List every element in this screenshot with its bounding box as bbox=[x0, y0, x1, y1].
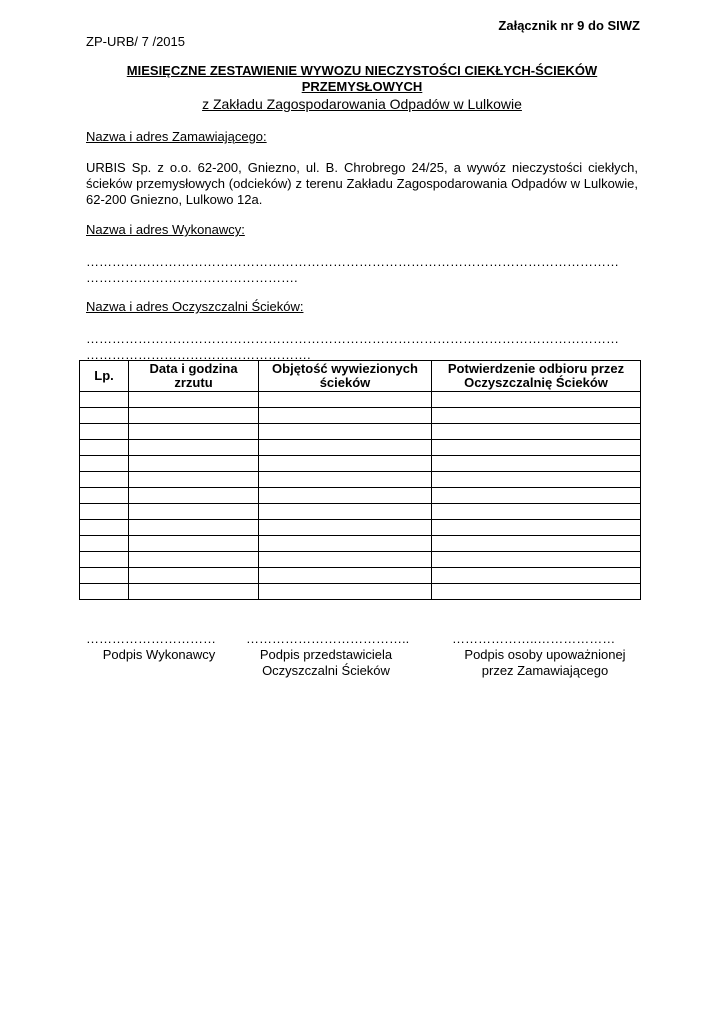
table-row bbox=[80, 552, 641, 568]
plant-label: Nazwa i adres Oczyszczalni Ścieków: bbox=[86, 299, 304, 314]
table-cell[interactable] bbox=[129, 584, 259, 600]
table-cell[interactable] bbox=[432, 456, 641, 472]
table-cell[interactable] bbox=[259, 488, 432, 504]
table-cell[interactable] bbox=[80, 504, 129, 520]
annex-number: Załącznik nr 9 do SIWZ bbox=[498, 18, 640, 33]
table-row bbox=[80, 584, 641, 600]
contractor-signature-line[interactable]: ………………………… bbox=[86, 631, 216, 646]
reference-number: ZP-URB/ 7 /2015 bbox=[86, 34, 185, 49]
plant-fill-line-1[interactable]: …………………………………………………………………………………………………………… bbox=[86, 331, 619, 346]
table-row bbox=[80, 440, 641, 456]
table-cell[interactable] bbox=[259, 520, 432, 536]
table-cell[interactable] bbox=[432, 472, 641, 488]
title-line-1: MIESIĘCZNE ZESTAWIENIE WYWOZU NIECZYSTOŚCI CIEKŁYCH-ŚCIEKÓW bbox=[126, 63, 598, 78]
table-cell[interactable] bbox=[259, 408, 432, 424]
table-cell[interactable] bbox=[432, 584, 641, 600]
table-row bbox=[80, 488, 641, 504]
table-cell[interactable] bbox=[80, 456, 129, 472]
table-cell[interactable] bbox=[432, 440, 641, 456]
table-cell[interactable] bbox=[259, 424, 432, 440]
table-cell[interactable] bbox=[259, 472, 432, 488]
header-date-time: Data i godzina zrzutu bbox=[129, 361, 259, 392]
table-cell[interactable] bbox=[80, 584, 129, 600]
table-row bbox=[80, 424, 641, 440]
table-cell[interactable] bbox=[80, 472, 129, 488]
table-cell[interactable] bbox=[129, 472, 259, 488]
table-cell[interactable] bbox=[129, 440, 259, 456]
plant-signature-line[interactable]: ……………………………….. bbox=[246, 631, 410, 646]
table-cell[interactable] bbox=[129, 552, 259, 568]
table-cell[interactable] bbox=[259, 584, 432, 600]
table-cell[interactable] bbox=[80, 440, 129, 456]
table-cell[interactable] bbox=[432, 392, 641, 408]
table-cell[interactable] bbox=[80, 408, 129, 424]
table-cell[interactable] bbox=[129, 520, 259, 536]
table-cell[interactable] bbox=[129, 392, 259, 408]
orderer-address: URBIS Sp. z o.o. 62-200, Gniezno, ul. B. Chrobrego 24/25, a wywóz nieczystości ciekłych, ścieków przemysłowych (odcieków) z terenu Zakładu Zagospodarowania Odpadów w Lulkowie, 62-200 Gniezno, Lulkowo 12a. bbox=[86, 160, 638, 207]
table-cell[interactable] bbox=[259, 568, 432, 584]
table-row bbox=[80, 456, 641, 472]
table-row bbox=[80, 568, 641, 584]
table-cell[interactable] bbox=[432, 408, 641, 424]
table-row bbox=[80, 504, 641, 520]
table-cell[interactable] bbox=[80, 424, 129, 440]
contractor-label: Nazwa i adres Wykonawcy: bbox=[86, 222, 245, 237]
table-row bbox=[80, 408, 641, 424]
contractor-fill-line-1[interactable]: …………………………………………………………………………………………………………… bbox=[86, 254, 619, 269]
orderer-label: Nazwa i adres Zamawiającego: bbox=[86, 129, 267, 144]
table-row bbox=[80, 520, 641, 536]
table-cell[interactable] bbox=[432, 520, 641, 536]
header-volume: Objętość wywiezionych ścieków bbox=[259, 361, 432, 392]
contractor-signature-label: Podpis Wykonawcy bbox=[102, 647, 216, 662]
table-cell[interactable] bbox=[432, 552, 641, 568]
title-line-2: PRZEMYSŁOWYCH bbox=[301, 79, 423, 94]
table-cell[interactable] bbox=[259, 392, 432, 408]
discharge-log-table bbox=[79, 360, 641, 600]
orderer-signature-label: Podpis osoby upoważnionej przez Zamawiającego bbox=[464, 647, 626, 678]
table-row bbox=[80, 392, 641, 408]
table-cell[interactable] bbox=[129, 456, 259, 472]
table-cell[interactable] bbox=[80, 520, 129, 536]
table-cell[interactable] bbox=[432, 424, 641, 440]
header-confirmation: Potwierdzenie odbioru przez Oczyszczalnię Ścieków bbox=[432, 361, 641, 392]
table-cell[interactable] bbox=[80, 488, 129, 504]
table-cell[interactable] bbox=[129, 488, 259, 504]
table-row bbox=[80, 472, 641, 488]
table-cell[interactable] bbox=[432, 488, 641, 504]
table-cell[interactable] bbox=[129, 424, 259, 440]
table-cell[interactable] bbox=[80, 392, 129, 408]
contractor-fill-line-2[interactable]: …………………………………………. bbox=[86, 270, 298, 285]
plant-fill-line-2[interactable]: ……………………………………………. bbox=[86, 347, 311, 362]
table-cell[interactable] bbox=[80, 552, 129, 568]
table-header-row bbox=[80, 361, 641, 392]
table-cell[interactable] bbox=[129, 504, 259, 520]
table-cell[interactable] bbox=[259, 456, 432, 472]
table-cell[interactable] bbox=[259, 440, 432, 456]
table-cell[interactable] bbox=[80, 536, 129, 552]
table-cell[interactable] bbox=[259, 504, 432, 520]
header-lp: Lp. bbox=[80, 361, 129, 392]
table-cell[interactable] bbox=[129, 568, 259, 584]
plant-signature-label: Podpis przedstawiciela Oczyszczalni Ścieków bbox=[259, 647, 393, 678]
table-cell[interactable] bbox=[129, 536, 259, 552]
table-cell[interactable] bbox=[129, 408, 259, 424]
table-cell[interactable] bbox=[432, 568, 641, 584]
table-cell[interactable] bbox=[80, 568, 129, 584]
table-cell[interactable] bbox=[432, 504, 641, 520]
title-line-3: z Zakładu Zagospodarowania Odpadów w Lulkowie bbox=[202, 96, 522, 112]
table-cell[interactable] bbox=[432, 536, 641, 552]
orderer-signature-line[interactable]: ………………..……………… bbox=[452, 631, 616, 646]
table-cell[interactable] bbox=[259, 552, 432, 568]
table-row bbox=[80, 536, 641, 552]
table-cell[interactable] bbox=[259, 536, 432, 552]
